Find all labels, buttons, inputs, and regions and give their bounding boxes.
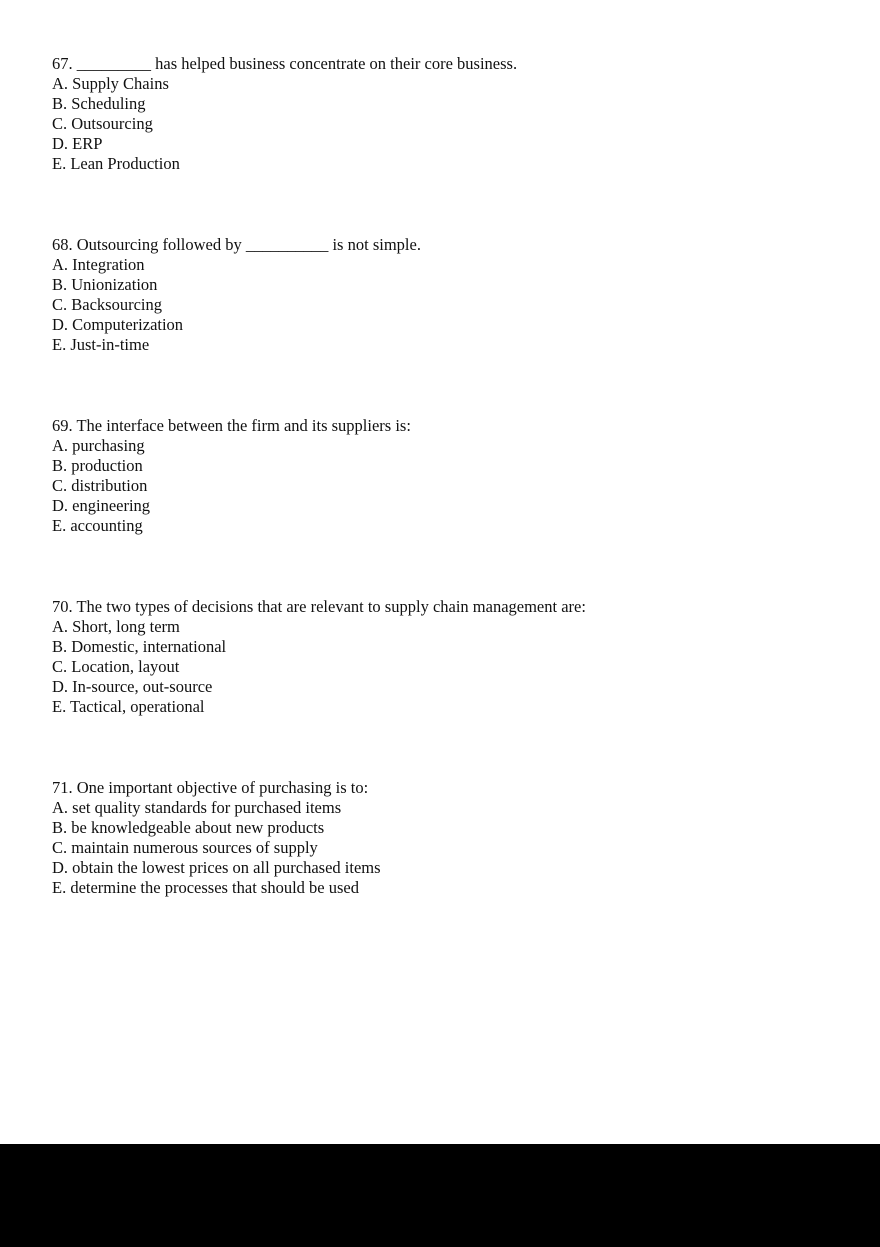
option-a: A. Short, long term	[52, 617, 180, 637]
option-c: C. Backsourcing	[52, 295, 162, 315]
option-a: A. Supply Chains	[52, 74, 169, 94]
option-b: B. production	[52, 456, 143, 476]
option-e: E. Just-in-time	[52, 335, 150, 355]
option-b: B. be knowledgeable about new products	[52, 818, 325, 838]
question-stem: 68. Outsourcing followed by __________ is not simple.	[52, 235, 421, 254]
question-71	[52, 778, 381, 899]
option-c: C. Outsourcing	[52, 114, 153, 134]
question-67	[52, 54, 517, 175]
option-c: C. maintain numerous sources of supply	[52, 838, 318, 858]
option-d: D. ERP	[52, 134, 103, 154]
option-d: D. In-source, out-source	[52, 677, 213, 697]
option-b: B. Unionization	[52, 275, 158, 295]
option-e: E. accounting	[52, 516, 143, 536]
option-a: A. Integration	[52, 255, 145, 275]
question-68	[52, 235, 421, 356]
bottom-black-band	[0, 1144, 880, 1247]
question-69	[52, 416, 411, 537]
option-b: B. Domestic, international	[52, 637, 227, 657]
question-stem: 69. The interface between the firm and its suppliers is:	[52, 416, 411, 435]
question-stem: 67. _________ has helped business concentrate on their core business.	[52, 54, 518, 73]
question-70	[52, 597, 586, 718]
option-e: E. Lean Production	[52, 154, 180, 174]
question-stem: 71. One important objective of purchasing is to:	[52, 778, 369, 797]
option-e: E. determine the processes that should be used	[52, 878, 359, 898]
option-b: B. Scheduling	[52, 94, 146, 114]
option-c: C. distribution	[52, 476, 148, 496]
option-c: C. Location, layout	[52, 657, 180, 677]
option-d: D. engineering	[52, 496, 151, 516]
option-a: A. set quality standards for purchased items	[52, 798, 342, 818]
option-e: E. Tactical, operational	[52, 697, 205, 717]
option-a: A. purchasing	[52, 436, 145, 456]
option-d: D. obtain the lowest prices on all purchased items	[52, 858, 381, 878]
question-stem: 70. The two types of decisions that are relevant to supply chain management are:	[52, 597, 586, 616]
option-d: D. Computerization	[52, 315, 184, 335]
